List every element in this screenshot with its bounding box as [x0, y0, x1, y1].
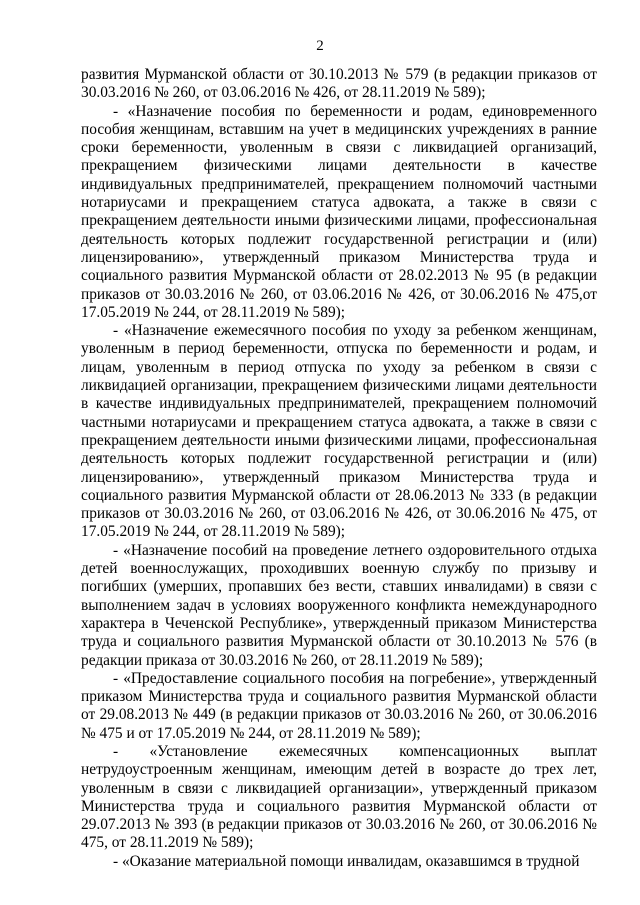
page-number: 2 — [316, 38, 324, 54]
paragraph-material-assistance: - «Оказание материальной помощи инвалидам, оказавшимся в трудной — [113, 852, 580, 870]
paragraph-summer-recreation: - «Назначение пособий на проведение летнего оздоровительного отдыха детей военнослужащих, проходивших военную службу по призыву и погибших (умерших, пропавших без вести, ставших инвалидами) в связи с выполнением задач в условиях вооруженного конфликта немеждународного характера в Чеченской Республике», утвержденный приказом Министерства труда и социального развития Мурманской области от 30.10.2013 № 576 (в редакции приказа от 30.03.2016 № 260, от 28.11.2019 № 589); — [81, 541, 597, 669]
document-body — [81, 66, 597, 871]
paragraph-maternity-benefit: - «Назначение пособия по беременности и родам, единовременного пособия женщинам, вставшим на учет в медицинских учреждениях в ранние сроки беременности, уволенным в связи с ликвидацией организаций, прекращением физическими лицами деятельности в качестве индивидуальных предпринимателей, прекращением полномочий частными нотариусами и прекращением статуса адвоката, а также в связи с прекращением деятельности иными физическими лицами, профессиональная деятельность которых подлежит государственной регистрации и (или) лицензированию», утвержденный приказом Министерства труда и социального развития Мурманской области от 28.02.2013 № 95 (в редакции приказов от 30.03.2016 № 260, от 03.06.2016 № 426, от 30.06.2016 № 475,от 17.05.2019 № 244, от 28.11.2019 № 589); — [81, 102, 597, 321]
paragraph-childcare-allowance: - «Назначение ежемесячного пособия по уходу за ребенком женщинам, уволенным в период беременности, отпуска по беременности и родам, и лицам, уволенным в период отпуска по уходу за ребенком в связи с ликвидацией организации, прекращением физическими лицами деятельности в качестве индивидуальных предпринимателей, прекращением полномочий частными нотариусами и прекращением статуса адвоката, а также в связи с прекращением деятельности иными физическими лицами, профессиональная деятельность которых подлежит государственной регистрации и (или) лицензированию», утвержденный приказом Министерства труда и социального развития Мурманской области от 28.06.2013 № 333 (в редакции приказов от 30.03.2016 № 260, от 03.06.2016 № 426, от 30.06.2016 № 475, от 17.05.2019 № 244, от 28.11.2019 № 589); — [81, 322, 597, 541]
paragraph-continuation: развития Мурманской области от 30.10.2013 № 579 (в редакции приказов от 30.03.2016 № 260, от 03.06.2016 № 426, от 28.11.2019 № 589); — [81, 66, 597, 102]
paragraph-compensation-payments: - «Установление ежемесячных компенсационных выплат нетрудоустроенным женщинам, имеющим детей в возрасте до трех лет, уволенным в связи с ликвидацией организации», утвержденный приказом Министерства труда и социального развития Мурманской области от 29.07.2013 № 393 (в редакции приказов от 30.03.2016 № 260, от 30.06.2016 № 475, от 28.11.2019 № 589); — [81, 742, 597, 852]
paragraph-funeral-allowance: - «Предоставление социального пособия на погребение», утвержденный приказом Министерства труда и социального развития Мурманской области от 29.08.2013 № 449 (в редакции приказов от 30.03.2016 № 260, от 30.06.2016 № 475 и от 17.05.2019 № 244, от 28.11.2019 № 589); — [81, 669, 597, 742]
